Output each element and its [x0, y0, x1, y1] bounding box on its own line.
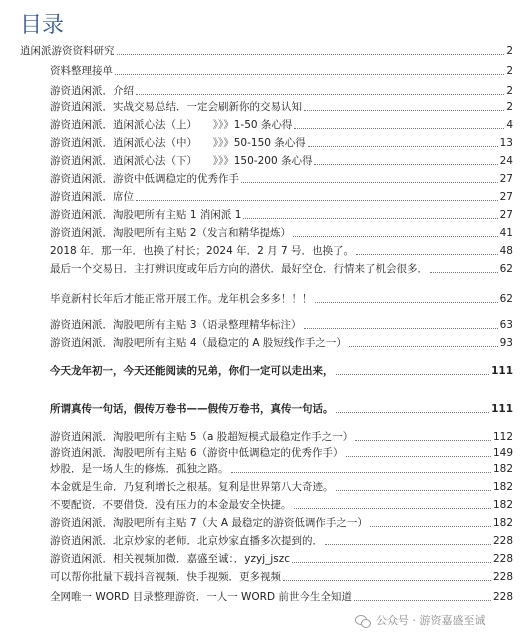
toc-page-number: 182	[492, 481, 513, 493]
toc-entry[interactable]	[0, 462, 531, 476]
toc-entry-title: 游资逍闲派．游资中低调稳定的优秀作手	[50, 173, 239, 185]
toc-leader-dots	[315, 302, 498, 303]
toc-entry[interactable]	[0, 262, 531, 276]
toc-page-number: 182	[492, 517, 513, 529]
toc-entry[interactable]	[0, 172, 531, 186]
toc-page-number: 27	[499, 191, 513, 203]
toc-page-number: 182	[492, 499, 513, 511]
wechat-icon	[355, 614, 371, 627]
toc-leader-dots	[336, 374, 490, 375]
toc-entry[interactable]	[0, 190, 531, 204]
toc-leader-dots	[304, 110, 504, 111]
toc-leader-dots	[241, 182, 498, 183]
toc-page-number: 48	[499, 245, 513, 257]
toc-entry-title: 游资逍闲派．北京炒家的老师．北京炒家直播多次提到的．	[50, 535, 323, 547]
toc-entry-title: 最后一个交易日．主打辨识度或年后方向的潜伏．最好空仓．行情来了机会很多．	[50, 263, 428, 275]
toc-page-number: 13	[499, 137, 513, 149]
toc-entry[interactable]	[0, 100, 531, 114]
toc-leader-dots	[243, 218, 497, 219]
toc-entry[interactable]	[0, 402, 531, 416]
toc-leader-dots	[304, 328, 498, 329]
toc-leader-dots	[346, 456, 491, 457]
toc-entry[interactable]	[0, 44, 531, 58]
toc-page-number: 62	[499, 293, 513, 305]
toc-entry-title: 游资逍闲派．淘股吧所有主贴 7（大 A 最稳定的游资低调作手之一）	[50, 517, 368, 529]
toc-page-number: 2	[506, 45, 513, 57]
toc-entry[interactable]	[0, 226, 531, 240]
toc-heading: 目录	[20, 13, 65, 38]
toc-entry[interactable]	[0, 318, 531, 332]
toc-entry-title: 所谓真传一句话，假传万卷书——假传万卷书，真传一句话。	[50, 403, 334, 415]
toc-leader-dots	[349, 346, 498, 347]
toc-entry[interactable]	[0, 364, 531, 378]
toc-entry-title: 游资逍闲派．淘股吧所有主贴 3（语录整理精华标注）	[50, 319, 302, 331]
toc-page-number: 111	[491, 365, 513, 377]
toc-page-number: 27	[499, 173, 513, 185]
toc-leader-dots	[355, 440, 491, 441]
toc-entry-title: 游资逍闲派．逍闲派心法（下） 》》》150-200 条心得	[50, 155, 313, 167]
toc-entry[interactable]	[0, 480, 531, 494]
toc-page-number: 4	[506, 119, 513, 131]
toc-entry[interactable]	[0, 534, 531, 548]
toc-entry[interactable]	[0, 590, 531, 604]
toc-entry-title: 游资逍闲派．逍闲派心法（中） 》》》50-150 条心得	[50, 137, 306, 149]
toc-leader-dots	[292, 562, 491, 563]
toc-leader-dots	[336, 490, 491, 491]
toc-page-number: 24	[499, 155, 513, 167]
toc-page-number: 228	[492, 571, 513, 583]
toc-leader-dots	[354, 600, 491, 601]
toc-entry[interactable]	[0, 118, 531, 132]
toc-entry[interactable]	[0, 136, 531, 150]
toc-leader-dots	[336, 412, 490, 413]
toc-entry[interactable]	[0, 84, 531, 98]
toc-leader-dots	[283, 580, 491, 581]
toc-entry-title: 游资逍闲派．实战交易总结．一定会刷新你的交易认知	[50, 101, 302, 113]
toc-leader-dots	[136, 94, 504, 95]
toc-entry[interactable]	[0, 570, 531, 584]
toc-entry[interactable]	[0, 336, 531, 350]
toc-entry-title: 游资逍闲派．淘股吧所有主贴 5（a 股超短模式最稳定作手之一）	[50, 431, 354, 443]
toc-leader-dots	[314, 164, 497, 165]
toc-entry[interactable]	[0, 292, 531, 306]
toc-entry-title: 毕竟新村长年后才能正常开展工作。龙年机会多多！！！	[50, 293, 313, 305]
toc-entry-title: 游资逍闲派．淘股吧所有主贴 6（游资中低调稳定的优秀作手）	[50, 447, 344, 459]
toc-leader-dots	[356, 254, 498, 255]
toc-entry-title: 游资逍闲派．介绍	[50, 85, 134, 97]
toc-page-number: 2	[506, 85, 513, 97]
toc-page-number: 228	[492, 535, 513, 547]
toc-leader-dots	[293, 236, 498, 237]
toc-leader-dots	[430, 272, 498, 273]
toc-entry[interactable]	[0, 552, 531, 566]
toc-leader-dots	[370, 526, 491, 527]
toc-entry[interactable]	[0, 154, 531, 168]
toc-page-number: 228	[492, 553, 513, 565]
toc-entry[interactable]	[0, 430, 531, 444]
toc-entry[interactable]	[0, 498, 531, 512]
toc-page-number: 2	[506, 101, 513, 113]
toc-entry-title: 可以帮你批量下载抖音视频．快手视频．更多视频	[50, 571, 281, 583]
toc-leader-dots	[308, 146, 498, 147]
toc-page-number: 182	[492, 463, 513, 475]
toc-entry-title: 全网唯一 WORD 目录整理游资．一人一 WORD 前世今生全知道	[50, 591, 352, 603]
toc-leader-dots	[231, 472, 491, 473]
toc-entry-title: 2018 年．那一年．也换了村长；2024 年．2 月 7 号．也换了。	[50, 245, 354, 257]
toc-page-number: 149	[492, 447, 513, 459]
toc-page-number: 41	[499, 227, 513, 239]
toc-page-number: 228	[492, 591, 513, 603]
toc-entry-title: 游资逍闲派．淘股吧所有主贴 2（发言和精华提炼）	[50, 227, 292, 239]
toc-leader-dots	[115, 74, 504, 75]
toc-entry-title: 游资逍闲派．淘股吧所有主贴 1 消闲派 1	[50, 209, 242, 221]
toc-entry-title: 本金就是生命．乃复利增长之根基。复利是世界第八大奇迹。	[50, 481, 334, 493]
toc-page-number: 2	[506, 65, 513, 77]
toc-page-number: 62	[499, 263, 513, 275]
toc-entry-title: 炒股．是一场人生的修炼．孤独之路。	[50, 463, 229, 475]
toc-leader-dots	[117, 54, 505, 55]
toc-leader-dots	[325, 544, 491, 545]
toc-leader-dots	[136, 200, 498, 201]
toc-page-number: 27	[499, 209, 513, 221]
toc-entry-title: 游资逍闲派．淘股吧所有主贴 4（最稳定的 A 股短线作手之一）	[50, 337, 347, 349]
toc-entry[interactable]	[0, 516, 531, 530]
toc-entry-title: 今天龙年初一，今天还能阅读的兄弟，你们一定可以走出来，	[50, 365, 334, 377]
toc-page-number: 63	[499, 319, 513, 331]
toc-entry-title: 游资逍闲派．席位	[50, 191, 134, 203]
toc-page-number: 93	[499, 337, 513, 349]
watermark-text: 公众号 · 游资嘉盛至诚	[376, 614, 486, 627]
toc-leader-dots	[294, 508, 491, 509]
toc-entry[interactable]	[0, 446, 531, 460]
toc-entry-title: 资料整理接单	[50, 65, 113, 77]
toc-entry-title: 逍闲派游资资料研究	[20, 45, 115, 57]
toc-entry-title: 不要配资．不要借贷．没有压力的本金最安全快捷。	[50, 499, 292, 511]
toc-entry[interactable]	[0, 244, 531, 258]
toc-page-number: 111	[491, 403, 513, 415]
toc-leader-dots	[294, 128, 504, 129]
toc-entry[interactable]	[0, 208, 531, 222]
toc-entry[interactable]	[0, 64, 531, 78]
watermark	[355, 612, 486, 628]
toc-page-number: 112	[492, 431, 513, 443]
toc-entry-title: 游资逍闲派．相关视频加微．嘉盛至诚：．yzyj_jszc	[50, 553, 291, 565]
toc-entry-title: 游资逍闲派．逍闲派心法（上） 》》》1-50 条心得	[50, 119, 293, 131]
